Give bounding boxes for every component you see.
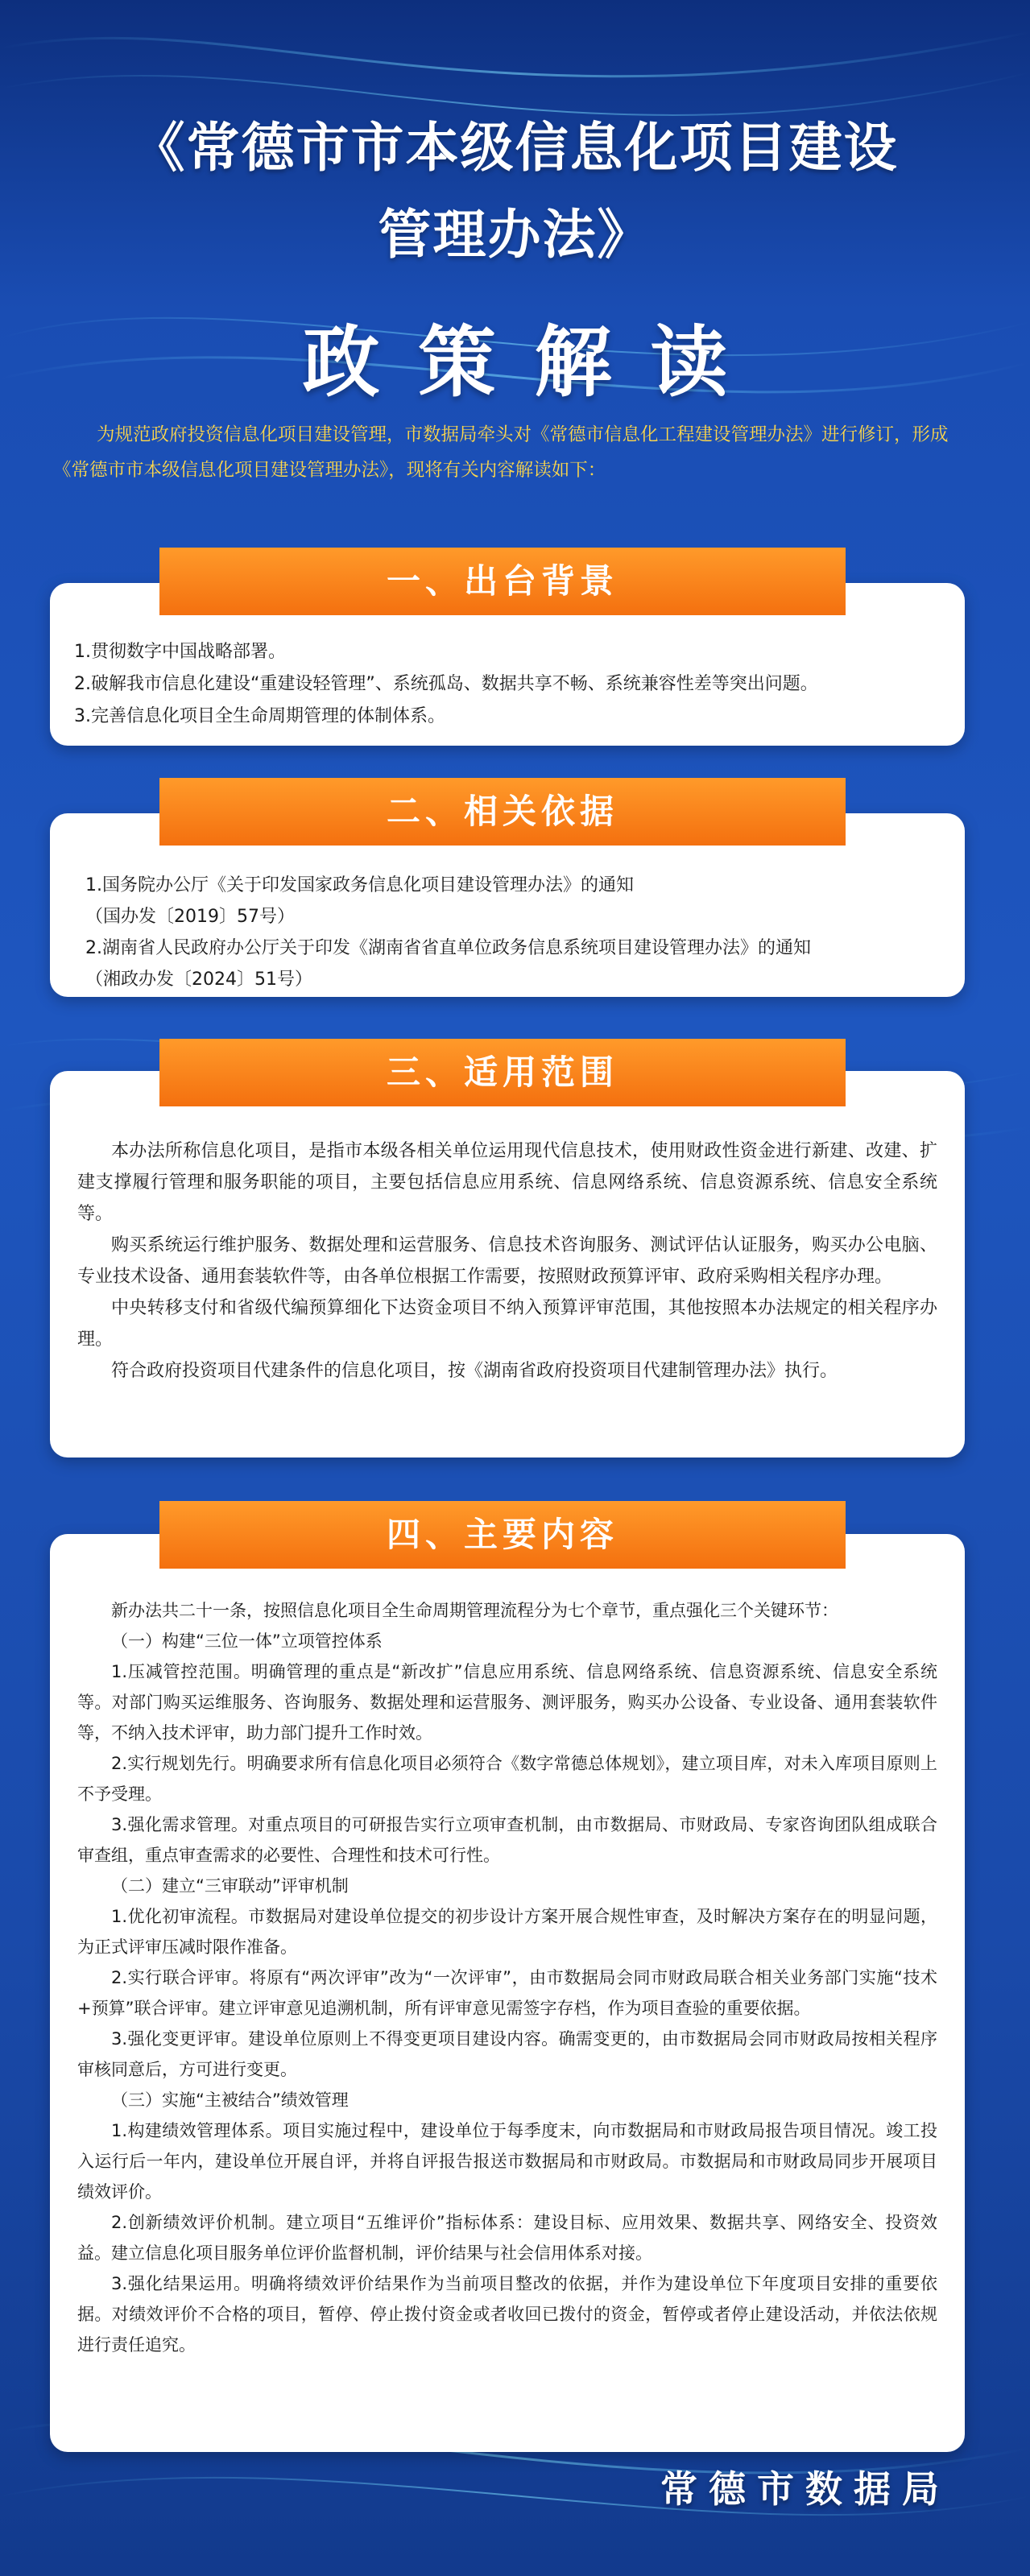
group-heading: （三）实施“主被结合”绩效管理 [111,2090,349,2110]
content-paragraph: 1.构建绩效管理体系。项目实施过程中，建设单位于每季度末，向市数据局和市财政局报告项目情况。竣工投入运行后一年内，建设单位开展自评，并将自评报告报送市数据局和市财政局。市数据局和市财政局同步开展项目绩效评价。 [77,2121,937,2202]
list-item: （国办发〔2019〕57号） [85,907,295,927]
section-title-content: 四、主要内容 [159,1501,846,1569]
content-paragraph: 3.强化变更评审。建设单位原则上不得变更项目建设内容。确需变更的，由市数据局会同市财政局按相关程序审核同意后，方可进行变更。 [77,2029,937,2079]
content-paragraph: 1.压减管控范围。明确管理的重点是“新改扩”信息应用系统、信息网络系统、信息资源系统、信息安全系统等。对部门购买运维服务、咨询服务、数据处理和运营服务、测评服务，购买办公设备、专业设备、通用套装软件等，不纳入技术评审，助力部门提升工作时效。 [77,1662,937,1743]
list-item: 1.国务院办公厅《关于印发国家政务信息化项目建设管理办法》的通知 [85,875,634,895]
list-item: 3.完善信息化项目全生命周期管理的体制体系。 [74,706,445,726]
scope-paragraph: 符合政府投资项目代建条件的信息化项目，按《湖南省政府投资项目代建制管理办法》执行。 [111,1361,838,1381]
list-item: 2.湖南省人民政府办公厅关于印发《湖南省省直单位政务信息系统项目建设管理办法》的通知 [85,938,811,958]
list-item: （湘政办发〔2024〕51号） [85,970,312,990]
footer-organization: 常德市数据局 [660,2467,950,2511]
list-item: 1.贯彻数字中国战略部署。 [74,642,286,662]
content-paragraph: 3.强化需求管理。对重点项目的可研报告实行立项审查机制，由市数据局、市财政局、专家咨询团队组成联合审查组，重点审查需求的必要性、合理性和技术可行性。 [77,1815,937,1865]
group-heading: （二）建立“三审联动”评审机制 [111,1876,349,1896]
scope-paragraph: 中央转移支付和省级代编预算细化下达资金项目不纳入预算评审范围，其他按照本办法规定的相关程序办理。 [77,1298,937,1350]
page-title-line2: 管理办法》 [378,204,652,266]
scope-paragraph: 本办法所称信息化项目，是指市本级各相关单位运用现代信息技术，使用财政性资金进行新建、改建、扩建支撑履行管理和服务职能的项目，主要包括信息应用系统、信息网络系统、信息资源系统、信息安全系统等。 [77,1141,937,1224]
section-content-card [50,1534,965,2452]
page-title-line1: 《常德市市本级信息化项目建设 [131,117,899,179]
list-item: 2.破解我市信息化建设“重建设轻管理”、系统孤岛、数据共享不畅、系统兼容性差等突出问题。 [74,674,818,694]
intro-paragraph: 为规范政府投资信息化项目建设管理，市数据局牵头对《常德市信息化工程建设管理办法》进行修订，形成《常德市市本级信息化项目建设管理办法》，现将有关内容解读如下： [53,424,949,481]
group-heading: （一）构建“三位一体”立项管控体系 [111,1631,383,1651]
content-paragraph: 1.优化初审流程。市数据局对建设单位提交的初步设计方案开展合规性审查，及时解决方案存在的明显问题，为正式评审压减时限作准备。 [77,1907,937,1957]
content-paragraph: 2.实行规划先行。明确要求所有信息化项目必须符合《数字常德总体规划》，建立项目库，对未入库项目原则上不予受理。 [77,1754,937,1804]
page-title-main: 政策解读 [302,317,767,407]
scope-paragraph: 购买系统运行维护服务、数据处理和运营服务、信息技术咨询服务、测试评估认证服务，购买办公电脑、专业技术设备、通用套装软件等，由各单位根据工作需要，按照财政预算评审、政府采购相关程序办理。 [77,1235,937,1287]
section-title-background: 一、出台背景 [159,548,846,615]
page-header [0,105,1030,411]
section-title-basis: 二、相关依据 [159,778,846,846]
content-paragraph: 3.强化结果运用。明确将绩效评价结果作为当前项目整改的依据，并作为建设单位下年度项目安排的重要依据。对绩效评价不合格的项目，暂停、停止拨付资金或者收回已拨付的资金，暂停或者停止建设活动，并依法依规进行责任追究。 [77,2274,937,2355]
content-intro: 新办法共二十一条，按照信息化项目全生命周期管理流程分为七个章节，重点强化三个关键环节： [111,1601,838,1620]
content-paragraph: 2.创新绩效评价机制。建立项目“五维评价”指标体系：建设目标、应用效果、数据共享、网络安全、投资效益。建立信息化项目服务单位评价监督机制，评价结果与社会信用体系对接。 [77,2213,937,2263]
content-paragraph: 2.实行联合评审。将原有“两次评审”改为“一次评审”，由市数据局会同市财政局联合相关业务部门实施“技术+预算”联合评审。建立评审意见追溯机制，所有评审意见需签字存档，作为项目查验的重要依据。 [77,1968,937,2018]
section-scope-card [50,1071,965,1458]
section-title-scope: 三、适用范围 [159,1039,846,1106]
